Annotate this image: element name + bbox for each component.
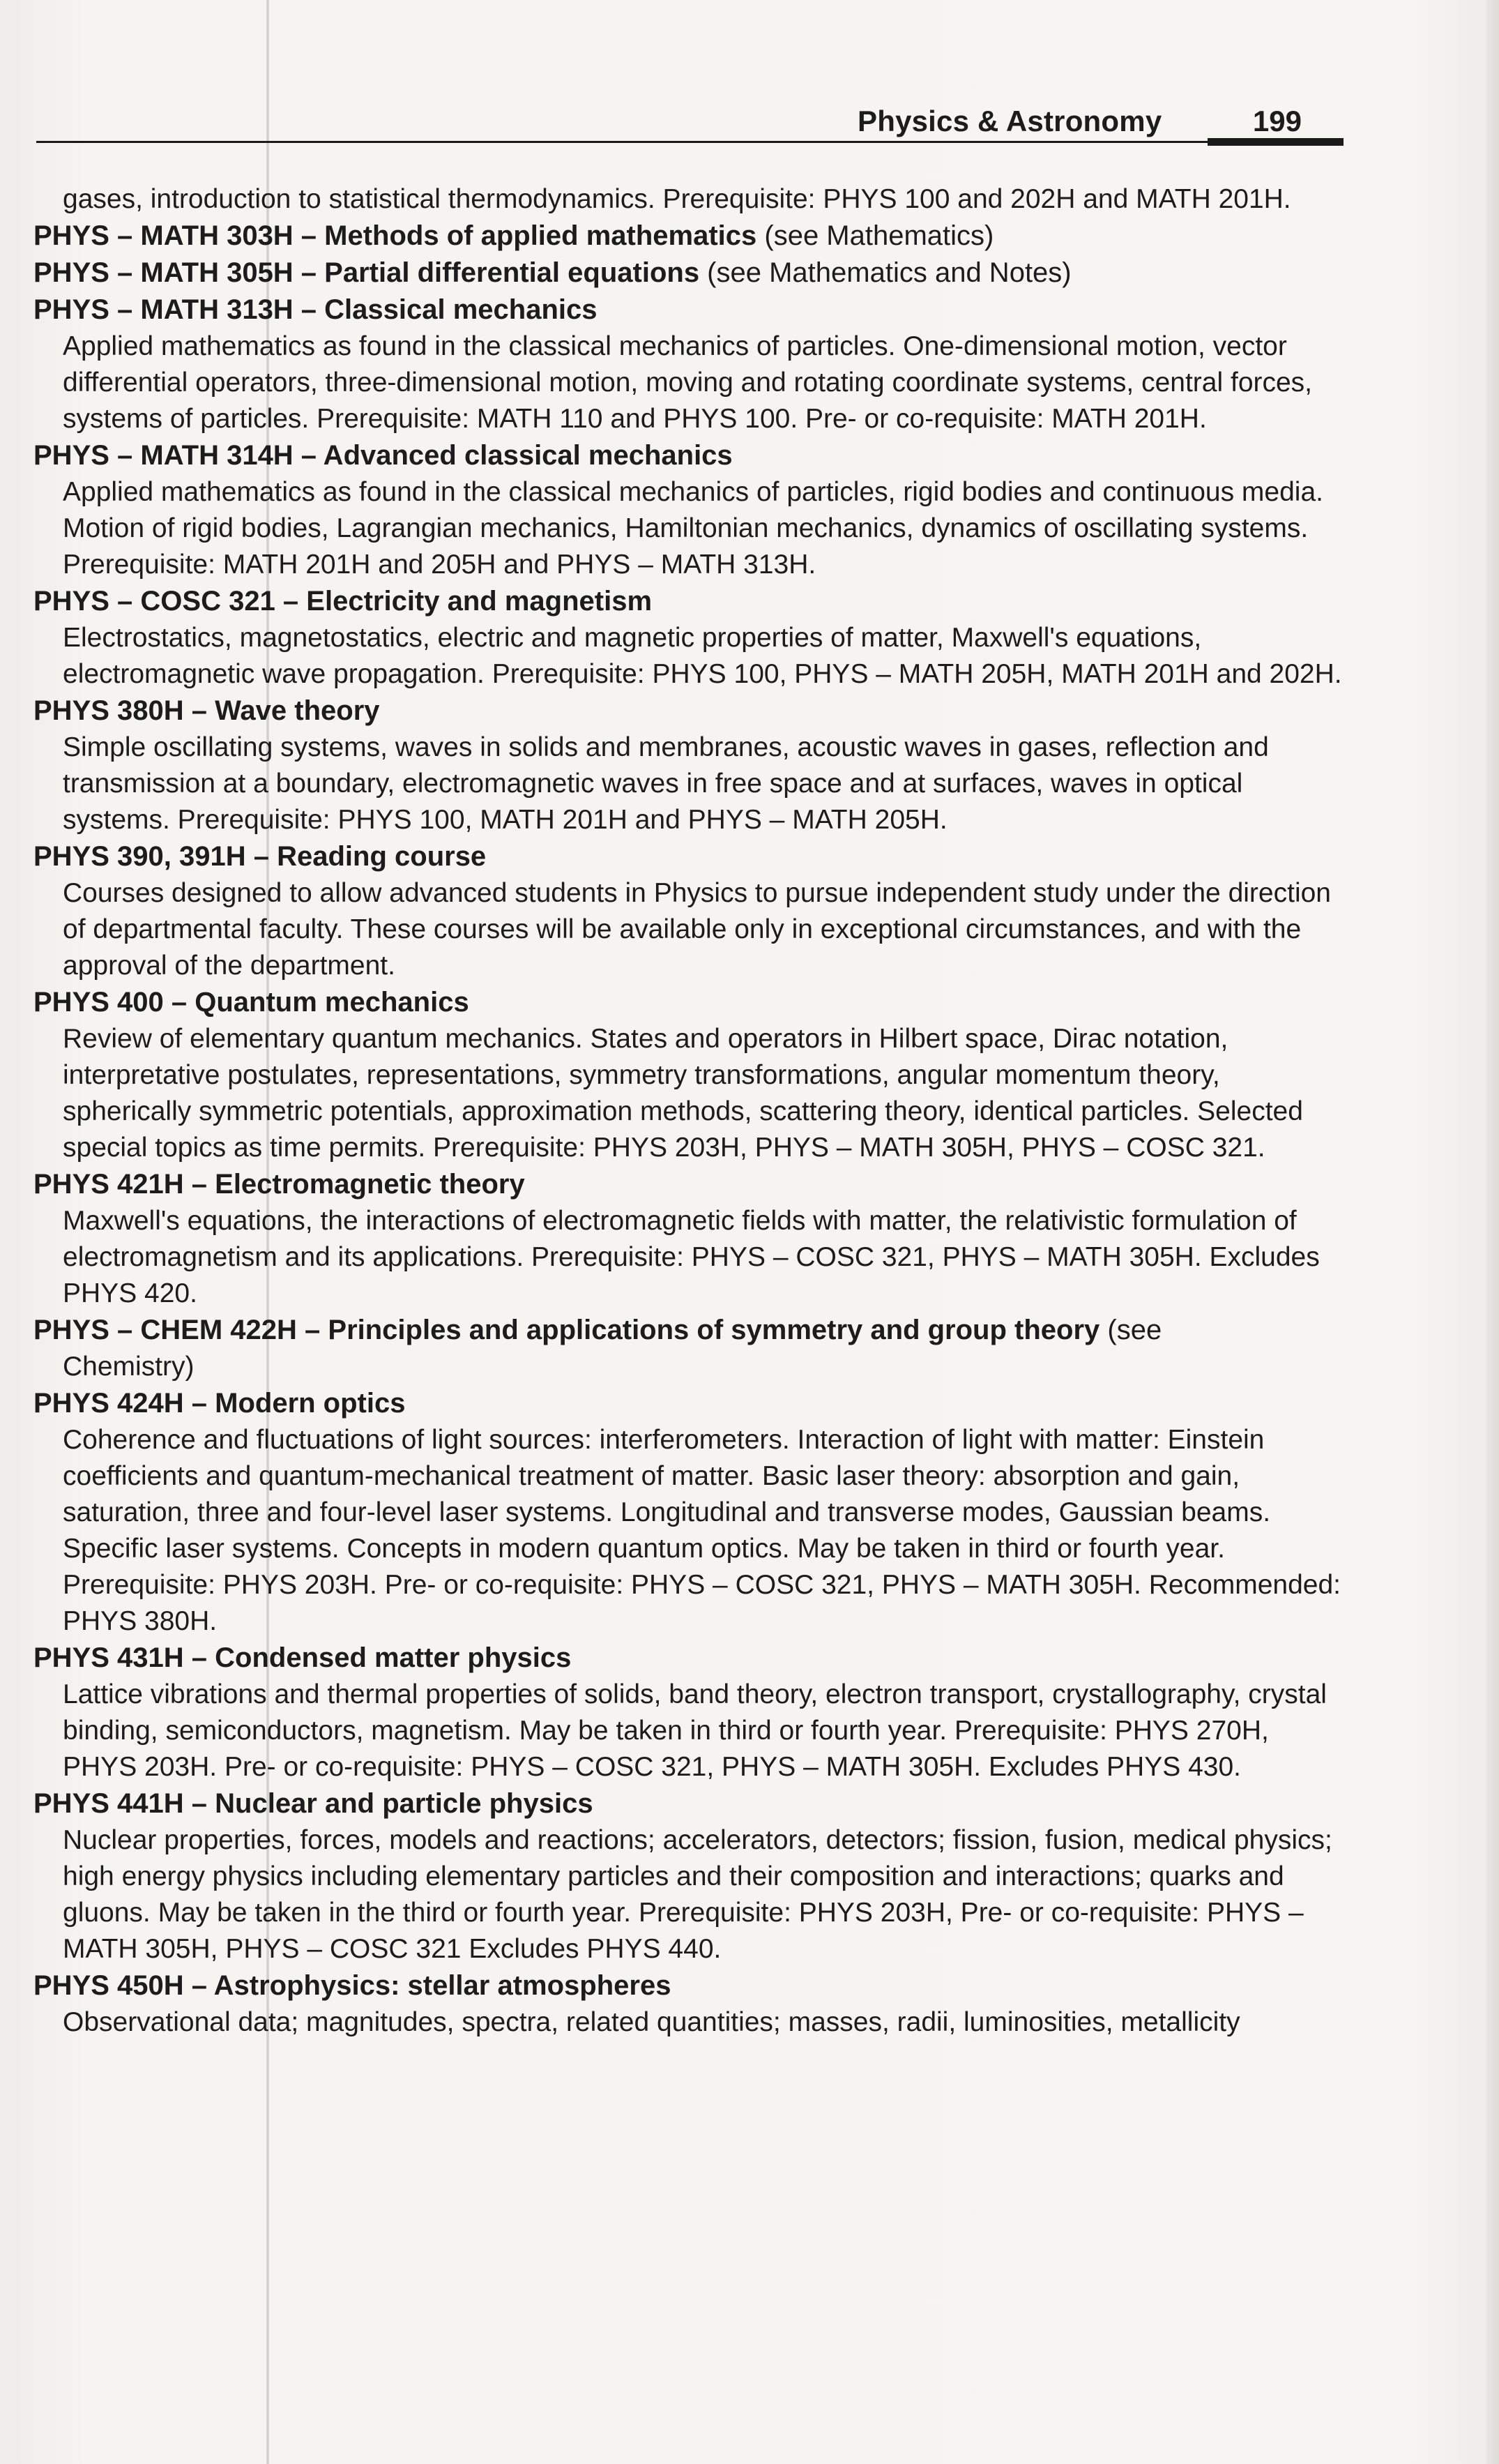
course-title <box>33 292 1344 328</box>
header-rule <box>36 141 1344 143</box>
course-description: Coherence and fluctuations of light sources: interferometers. Interaction of light with matter: Einstein coefficients and quantum-mechanical treatment of matter. Basic laser theory: absorption and gain, saturation, three and four-level laser systems. Longitudinal and transverse modes, Gaussian beams. Specific laser systems. Concepts in modern quantum optics. May be taken in third or fourth year. Prerequisite: PHYS 203H. Pre- or co-requisite: PHYS – COSC 321, PHYS – MATH 305H. Recommended: PHYS 380H. <box>63 1425 1341 1636</box>
course-title <box>33 1640 1344 1677</box>
header-rule-accent <box>1208 138 1344 146</box>
section-title: Physics & Astronomy <box>858 105 1162 137</box>
course-entry <box>33 1785 1344 1967</box>
course-code-name: PHYS 400 – Quantum mechanics <box>33 987 469 1018</box>
course-description: Applied mathematics as found in the classical mechanics of particles. One-dimensional motion, vector differential operators, three-dimensional motion, moving and rotating coordinate systems, central forces, systems of particles. Prerequisite: MATH 110 and PHYS 100. Pre- or co-requisite: MATH 201H. <box>63 331 1313 434</box>
course-note: (see Mathematics) <box>756 220 994 251</box>
course-entry <box>33 693 1344 838</box>
course-description: Nuclear properties, forces, models and reactions; accelerators, detectors; fission, fusion, medical physics; high energy physics including elementary particles and their composition and interactions; quarks and gluons. May be taken in the third or fourth year. Prerequisite: PHYS 203H, Pre- or co-requisite: PHYS – MATH 305H, PHYS – COSC 321 Excludes PHYS 440. <box>63 1825 1332 1964</box>
course-entry <box>33 838 1344 984</box>
course-entry <box>33 1385 1344 1640</box>
course-title <box>33 838 1344 875</box>
running-header <box>36 98 1344 145</box>
course-description: Maxwell's equations, the interactions of electromagnetic fields with matter, the relativistic formulation of electromagnetism and its applications. Prerequisite: PHYS – COSC 321, PHYS – MATH 305H. Excludes PHYS 420. <box>63 1206 1320 1308</box>
course-description: Applied mathematics as found in the classical mechanics of particles, rigid bodies and continuous media. Motion of rigid bodies, Lagrangian mechanics, Hamiltonian mechanics, dynamics of oscillating systems. Prerequisite: MATH 201H and 205H and PHYS – MATH 313H. <box>63 477 1323 580</box>
course-entry <box>33 583 1344 693</box>
course-code-name: PHYS – MATH 314H – Advanced classical mechanics <box>33 440 733 471</box>
course-entry <box>33 1166 1344 1312</box>
course-note: (see Mathematics and Notes) <box>699 257 1072 288</box>
course-title <box>33 693 1344 730</box>
course-description: Chemistry) <box>63 1352 195 1382</box>
course-code-name: PHYS – CHEM 422H – Principles and applications of symmetry and group theory <box>33 1315 1100 1345</box>
course-title <box>33 1166 1344 1203</box>
course-entry <box>33 218 1344 255</box>
page-number: 199 <box>1252 105 1302 137</box>
course-title <box>33 1967 1344 2004</box>
course-title <box>33 1785 1344 1822</box>
continuation-text: gases, introduction to statistical thermodynamics. Prerequisite: PHYS 100 and 202H and MATH 201H. <box>63 184 1291 214</box>
course-entry <box>33 1967 1344 2041</box>
course-title <box>33 583 1344 620</box>
course-code-name: PHYS 450H – Astrophysics: stellar atmospheres <box>33 1970 671 2001</box>
course-title <box>33 437 1344 474</box>
course-description: Simple oscillating systems, waves in solids and membranes, acoustic waves in gases, reflection and transmission at a boundary, electromagnetic waves in free space and at surfaces, waves in optical systems. Prerequisite: PHYS 100, MATH 201H and PHYS – MATH 205H. <box>63 732 1269 835</box>
course-description: Observational data; magnitudes, spectra, related quantities; masses, radii, luminosities, metallicity <box>63 2007 1240 2037</box>
course-entry <box>33 1312 1344 1385</box>
course-description: Review of elementary quantum mechanics. States and operators in Hilbert space, Dirac notation, interpretative postulates, representations, symmetry transformations, angular momentum theory, spherically symmetric potentials, approximation methods, scattering theory, identical particles. Selected special topics as time permits. Prerequisite: PHYS 203H, PHYS – MATH 305H, PHYS – COSC 321. <box>63 1024 1303 1163</box>
course-entry <box>33 292 1344 437</box>
course-code-name: PHYS 431H – Condensed matter physics <box>33 1642 572 1673</box>
course-description: Lattice vibrations and thermal properties of solids, band theory, electron transport, crystallography, crystal binding, semiconductors, magnetism. May be taken in third or fourth year. Prerequisite: PHYS 270H, PHYS 203H. Pre- or co-requisite: PHYS – COSC 321, PHYS – MATH 305H. Excludes PHYS 430. <box>63 1679 1327 1782</box>
course-entry <box>33 437 1344 583</box>
course-title <box>33 255 1344 292</box>
course-code-name: PHYS 390, 391H – Reading course <box>33 841 487 872</box>
course-code-name: PHYS – MATH 303H – Methods of applied mathematics <box>33 220 757 251</box>
course-title <box>33 218 1344 255</box>
course-description: Electrostatics, magnetostatics, electric and magnetic properties of matter, Maxwell's equations, electromagnetic wave propagation. Prerequisite: PHYS 100, PHYS – MATH 205H, MATH 201H and 202H. <box>63 623 1342 689</box>
course-title <box>33 1385 1344 1422</box>
course-entry <box>33 1640 1344 1785</box>
course-entry <box>33 984 1344 1166</box>
course-code-name: PHYS – COSC 321 – Electricity and magnetism <box>33 586 653 617</box>
course-code-name: PHYS – MATH 313H – Classical mechanics <box>33 294 598 325</box>
course-code-name: PHYS – MATH 305H – Partial differential equations <box>33 257 700 288</box>
page-edge <box>1486 0 1499 2464</box>
course-code-name: PHYS 380H – Wave theory <box>33 695 380 726</box>
course-title <box>33 1312 1344 1349</box>
course-note: (see <box>1099 1315 1162 1345</box>
course-title <box>33 984 1344 1021</box>
course-entry <box>33 255 1344 292</box>
course-description: Courses designed to allow advanced students in Physics to pursue independent study under the direction of departmental faculty. These courses will be available only in exceptional circumstances, and with the approval of the department. <box>63 878 1331 981</box>
course-code-name: PHYS 441H – Nuclear and particle physics <box>33 1788 593 1819</box>
course-code-name: PHYS 421H – Electromagnetic theory <box>33 1169 525 1200</box>
course-code-name: PHYS 424H – Modern optics <box>33 1388 406 1419</box>
course-listing <box>33 181 1344 2041</box>
